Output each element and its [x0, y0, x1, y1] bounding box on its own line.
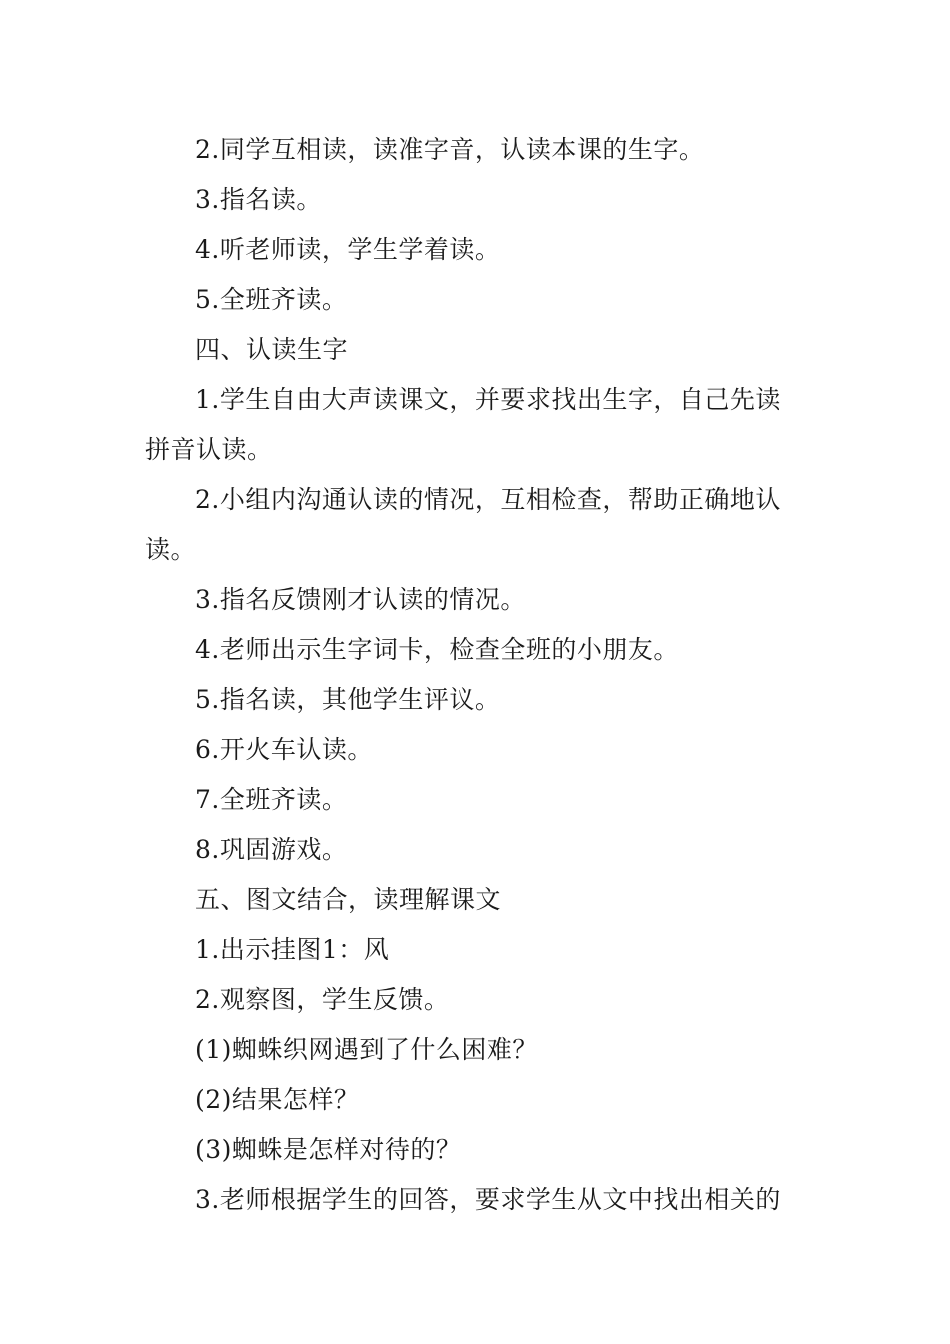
text-line: 3.指名读。 [195, 185, 322, 214]
text-line: 3.指名反馈刚才认读的情况。 [195, 585, 526, 614]
text-line: 1.学生自由大声读课文，并要求找出生字，自己先读 [195, 385, 781, 414]
text-line: (1)蜘蛛织网遇到了什么困难？ [195, 1035, 538, 1064]
text-line: 1.出示挂图1：风 [195, 935, 390, 964]
text-line: 3.老师根据学生的回答，要求学生从文中找出相关的 [195, 1185, 781, 1214]
text-line: (2)结果怎样？ [195, 1085, 360, 1114]
text-line-continuation: 拼音认读。 [145, 435, 273, 464]
text-line-continuation: 读。 [145, 535, 197, 564]
section-heading: 五、图文结合，读理解课文 [195, 885, 502, 914]
text-line: (3)蜘蛛是怎样对待的？ [195, 1135, 462, 1164]
text-line: 4.老师出示生字词卡，检查全班的小朋友。 [195, 635, 679, 664]
text-line: 2.小组内沟通认读的情况，互相检查，帮助正确地认 [195, 485, 781, 514]
text-line: 5.全班齐读。 [195, 285, 348, 314]
text-line: 6.开火车认读。 [195, 735, 373, 764]
text-line: 8.巩固游戏。 [195, 835, 348, 864]
text-line: 5.指名读，其他学生评议。 [195, 685, 501, 714]
text-line: 2.观察图，学生反馈。 [195, 985, 450, 1014]
section-heading: 四、认读生字 [195, 335, 349, 364]
text-line: 2.同学互相读，读准字音，认读本课的生字。 [195, 135, 705, 164]
text-line: 7.全班齐读。 [195, 785, 348, 814]
text-line: 4.听老师读，学生学着读。 [195, 235, 501, 264]
